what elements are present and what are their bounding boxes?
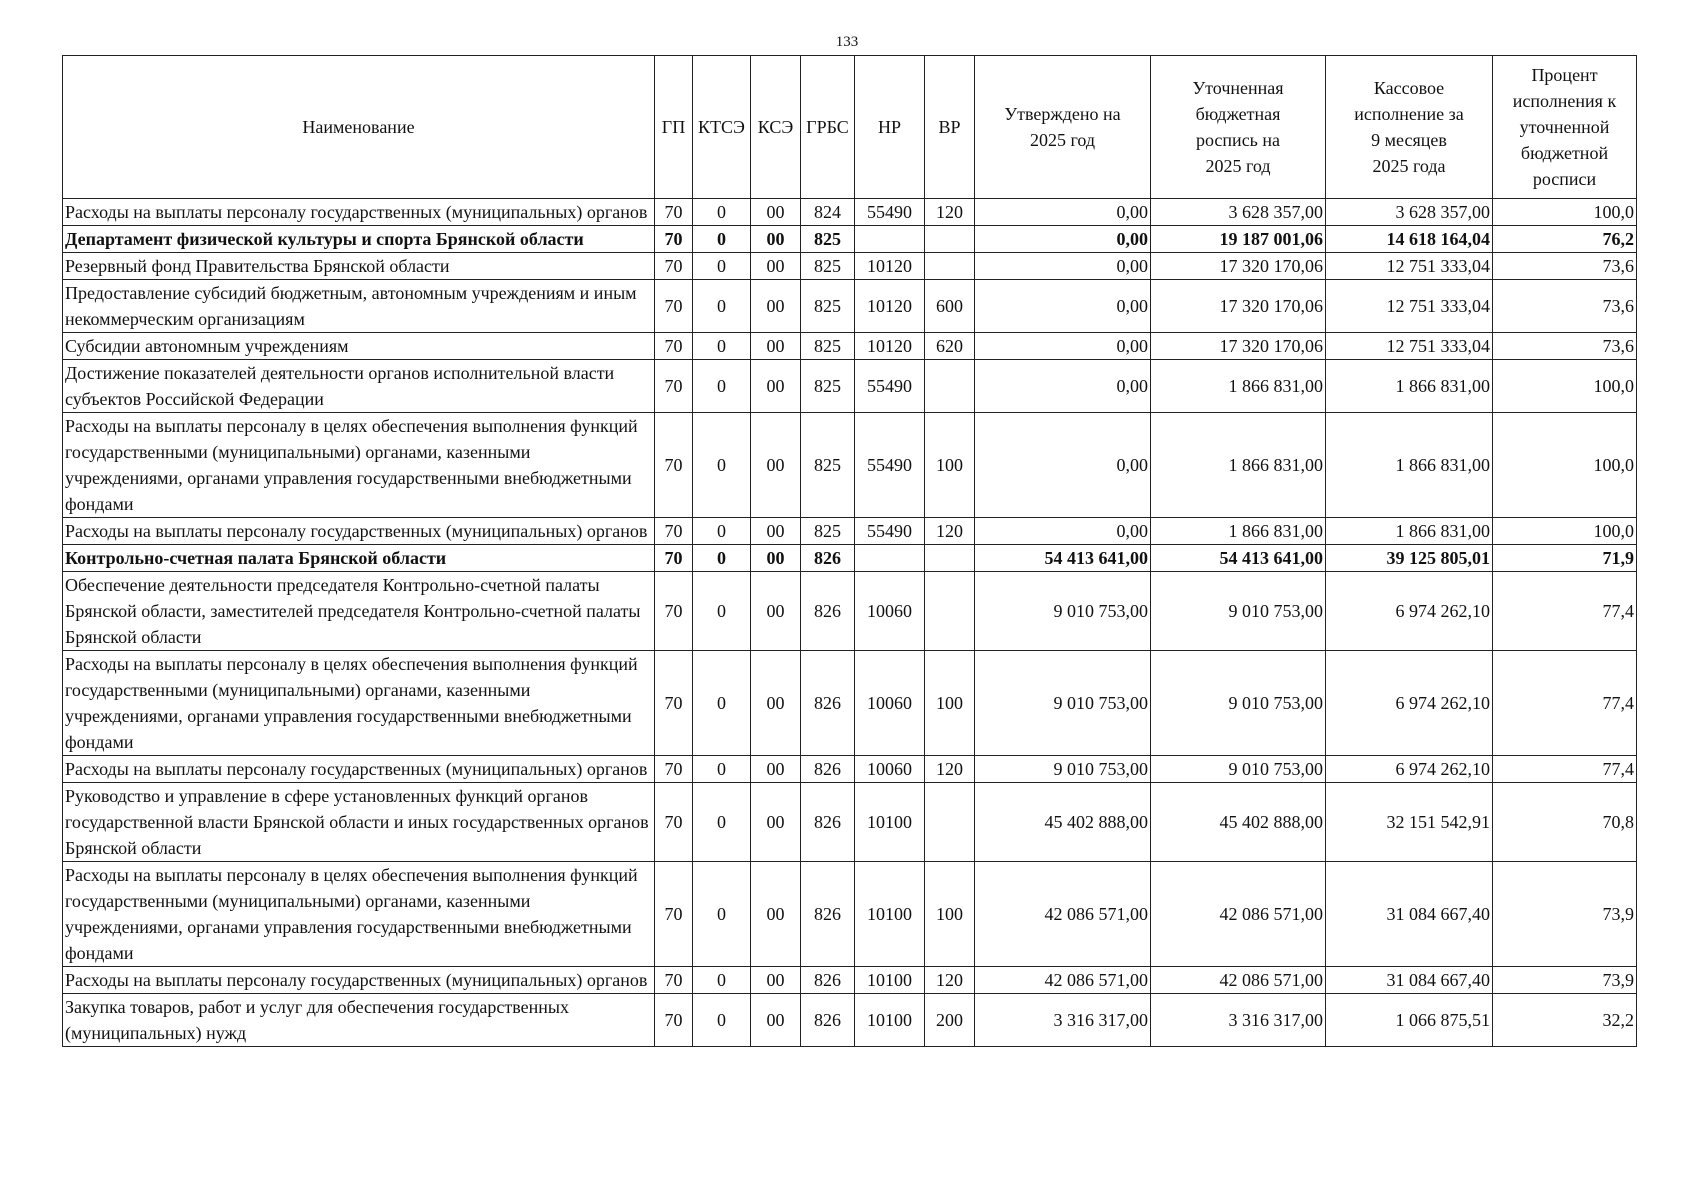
cell-nr: 10100 [855,994,925,1047]
cell-name: Расходы на выплаты персоналу в целях обеспечения выполнения функций государственными (муниципальными) органами, казенными учреждениями, органами управления государственными внебюджетными фондами [63,862,655,967]
cell-gp: 70 [655,862,693,967]
cell-ktse: 0 [693,253,751,280]
cell-grbs: 825 [801,360,855,413]
table-row [63,994,1637,1047]
cell-gp: 70 [655,333,693,360]
header-revised: Уточненная бюджетная роспись на 2025 год [1151,56,1326,199]
header-grbs: ГРБС [801,56,855,199]
table-row [63,413,1637,518]
cell-vr [925,572,975,651]
cell-vr [925,226,975,253]
cell-executed: 12 751 333,04 [1326,253,1493,280]
cell-gp: 70 [655,756,693,783]
header-kse: КСЭ [751,56,801,199]
cell-vr: 100 [925,413,975,518]
cell-vr [925,253,975,280]
cell-vr: 120 [925,756,975,783]
cell-kse: 00 [751,226,801,253]
cell-kse: 00 [751,333,801,360]
table-header-row [63,56,1637,199]
cell-percent: 100,0 [1493,518,1637,545]
cell-percent: 73,9 [1493,967,1637,994]
cell-executed: 6 974 262,10 [1326,651,1493,756]
cell-percent: 77,4 [1493,756,1637,783]
cell-name: Расходы на выплаты персоналу государственных (муниципальных) органов [63,967,655,994]
cell-kse: 00 [751,360,801,413]
cell-nr: 55490 [855,518,925,545]
table-row [63,651,1637,756]
cell-ktse: 0 [693,572,751,651]
cell-ktse: 0 [693,199,751,226]
cell-name: Обеспечение деятельности председателя Контрольно-счетной палаты Брянской области, заместителей председателя Контрольно-счетной палаты Брянской области [63,572,655,651]
cell-gp: 70 [655,360,693,413]
cell-grbs: 826 [801,651,855,756]
table-row [63,333,1637,360]
cell-approved: 0,00 [975,199,1151,226]
header-gp: ГП [655,56,693,199]
cell-revised: 42 086 571,00 [1151,967,1326,994]
cell-percent: 32,2 [1493,994,1637,1047]
cell-executed: 6 974 262,10 [1326,572,1493,651]
cell-approved: 42 086 571,00 [975,967,1151,994]
cell-percent: 71,9 [1493,545,1637,572]
table-row [63,360,1637,413]
cell-name: Расходы на выплаты персоналу государственных (муниципальных) органов [63,756,655,783]
cell-vr [925,783,975,862]
cell-percent: 100,0 [1493,199,1637,226]
cell-grbs: 826 [801,756,855,783]
cell-gp: 70 [655,413,693,518]
header-approved: Утверждено на 2025 год [975,56,1151,199]
table-row [63,572,1637,651]
cell-kse: 00 [751,862,801,967]
cell-ktse: 0 [693,413,751,518]
cell-nr [855,226,925,253]
cell-revised: 17 320 170,06 [1151,253,1326,280]
cell-percent: 76,2 [1493,226,1637,253]
cell-approved: 0,00 [975,280,1151,333]
cell-nr: 10120 [855,253,925,280]
cell-revised: 54 413 641,00 [1151,545,1326,572]
table-row [63,545,1637,572]
cell-revised: 9 010 753,00 [1151,572,1326,651]
cell-nr: 10100 [855,967,925,994]
table-row [63,967,1637,994]
header-percent: Процент исполнения к уточненной бюджетной росписи [1493,56,1637,199]
cell-percent: 70,8 [1493,783,1637,862]
cell-ktse: 0 [693,651,751,756]
cell-executed: 1 866 831,00 [1326,518,1493,545]
cell-name: Расходы на выплаты персоналу в целях обеспечения выполнения функций государственными (муниципальными) органами, казенными учреждениями, органами управления государственными внебюджетными фондами [63,413,655,518]
cell-ktse: 0 [693,545,751,572]
cell-grbs: 825 [801,280,855,333]
cell-approved: 9 010 753,00 [975,651,1151,756]
cell-vr: 200 [925,994,975,1047]
table-row [63,226,1637,253]
cell-vr: 100 [925,651,975,756]
cell-ktse: 0 [693,967,751,994]
cell-nr: 10060 [855,651,925,756]
cell-grbs: 826 [801,572,855,651]
cell-kse: 00 [751,967,801,994]
cell-name: Департамент физической культуры и спорта Брянской области [63,226,655,253]
cell-grbs: 826 [801,545,855,572]
cell-name: Расходы на выплаты персоналу государственных (муниципальных) органов [63,199,655,226]
cell-executed: 39 125 805,01 [1326,545,1493,572]
cell-gp: 70 [655,994,693,1047]
cell-approved: 0,00 [975,518,1151,545]
cell-percent: 100,0 [1493,413,1637,518]
cell-ktse: 0 [693,226,751,253]
cell-vr [925,360,975,413]
cell-grbs: 825 [801,253,855,280]
cell-nr: 10100 [855,862,925,967]
header-vr: ВР [925,56,975,199]
budget-table [62,55,1637,1047]
cell-name: Закупка товаров, работ и услуг для обеспечения государственных (муниципальных) нужд [63,994,655,1047]
header-nr: НР [855,56,925,199]
table-row [63,518,1637,545]
cell-approved: 9 010 753,00 [975,572,1151,651]
cell-executed: 31 084 667,40 [1326,862,1493,967]
cell-executed: 3 628 357,00 [1326,199,1493,226]
cell-revised: 9 010 753,00 [1151,651,1326,756]
cell-gp: 70 [655,783,693,862]
cell-executed: 12 751 333,04 [1326,280,1493,333]
cell-gp: 70 [655,199,693,226]
table-row [63,862,1637,967]
cell-percent: 73,9 [1493,862,1637,967]
cell-revised: 17 320 170,06 [1151,280,1326,333]
cell-executed: 1 866 831,00 [1326,360,1493,413]
cell-kse: 00 [751,518,801,545]
cell-nr: 10120 [855,333,925,360]
cell-nr: 10100 [855,783,925,862]
cell-grbs: 826 [801,783,855,862]
cell-vr [925,545,975,572]
cell-executed: 6 974 262,10 [1326,756,1493,783]
cell-vr: 100 [925,862,975,967]
cell-vr: 600 [925,280,975,333]
table-row [63,783,1637,862]
cell-name: Резервный фонд Правительства Брянской области [63,253,655,280]
cell-kse: 00 [751,756,801,783]
cell-nr: 10120 [855,280,925,333]
cell-grbs: 826 [801,967,855,994]
cell-grbs: 826 [801,994,855,1047]
cell-vr: 120 [925,199,975,226]
cell-approved: 0,00 [975,413,1151,518]
cell-kse: 00 [751,413,801,518]
cell-executed: 12 751 333,04 [1326,333,1493,360]
cell-kse: 00 [751,253,801,280]
page-number: 133 [835,34,859,50]
cell-percent: 73,6 [1493,253,1637,280]
cell-gp: 70 [655,280,693,333]
cell-revised: 1 866 831,00 [1151,413,1326,518]
cell-kse: 00 [751,572,801,651]
cell-gp: 70 [655,651,693,756]
cell-kse: 00 [751,199,801,226]
cell-percent: 100,0 [1493,360,1637,413]
cell-kse: 00 [751,545,801,572]
cell-vr: 120 [925,967,975,994]
cell-vr: 620 [925,333,975,360]
table-row [63,280,1637,333]
cell-ktse: 0 [693,783,751,862]
cell-percent: 77,4 [1493,572,1637,651]
cell-revised: 1 866 831,00 [1151,518,1326,545]
cell-revised: 42 086 571,00 [1151,862,1326,967]
cell-gp: 70 [655,572,693,651]
cell-name: Расходы на выплаты персоналу в целях обеспечения выполнения функций государственными (муниципальными) органами, казенными учреждениями, органами управления государственными внебюджетными фондами [63,651,655,756]
cell-gp: 70 [655,545,693,572]
cell-revised: 45 402 888,00 [1151,783,1326,862]
cell-grbs: 825 [801,333,855,360]
table-row [63,253,1637,280]
cell-gp: 70 [655,518,693,545]
cell-revised: 1 866 831,00 [1151,360,1326,413]
cell-ktse: 0 [693,333,751,360]
cell-ktse: 0 [693,756,751,783]
header-name: Наименование [63,56,655,199]
cell-name: Контрольно-счетная палата Брянской области [63,545,655,572]
cell-nr: 55490 [855,199,925,226]
cell-ktse: 0 [693,280,751,333]
cell-ktse: 0 [693,994,751,1047]
cell-ktse: 0 [693,518,751,545]
cell-revised: 19 187 001,06 [1151,226,1326,253]
cell-gp: 70 [655,226,693,253]
cell-grbs: 825 [801,226,855,253]
cell-revised: 9 010 753,00 [1151,756,1326,783]
table-row [63,199,1637,226]
cell-name: Достижение показателей деятельности органов исполнительной власти субъектов Российской Федерации [63,360,655,413]
cell-kse: 00 [751,994,801,1047]
cell-percent: 73,6 [1493,333,1637,360]
cell-executed: 31 084 667,40 [1326,967,1493,994]
cell-nr [855,545,925,572]
cell-approved: 0,00 [975,360,1151,413]
cell-executed: 1 066 875,51 [1326,994,1493,1047]
cell-approved: 0,00 [975,333,1151,360]
cell-grbs: 824 [801,199,855,226]
cell-approved: 54 413 641,00 [975,545,1151,572]
cell-nr: 55490 [855,413,925,518]
cell-ktse: 0 [693,862,751,967]
cell-name: Расходы на выплаты персоналу государственных (муниципальных) органов [63,518,655,545]
cell-name: Субсидии автономным учреждениям [63,333,655,360]
cell-name: Руководство и управление в сфере установленных функций органов государственной власти Брянской области и иных государственных органов Брянской области [63,783,655,862]
cell-approved: 0,00 [975,226,1151,253]
cell-gp: 70 [655,967,693,994]
cell-approved: 9 010 753,00 [975,756,1151,783]
cell-kse: 00 [751,651,801,756]
cell-nr: 55490 [855,360,925,413]
cell-approved: 42 086 571,00 [975,862,1151,967]
cell-percent: 73,6 [1493,280,1637,333]
cell-revised: 3 628 357,00 [1151,199,1326,226]
header-executed: Кассовое исполнение за 9 месяцев 2025 года [1326,56,1493,199]
cell-revised: 17 320 170,06 [1151,333,1326,360]
cell-approved: 3 316 317,00 [975,994,1151,1047]
cell-executed: 1 866 831,00 [1326,413,1493,518]
cell-executed: 32 151 542,91 [1326,783,1493,862]
table-body [63,199,1637,1047]
header-ktse: КТСЭ [693,56,751,199]
cell-grbs: 826 [801,862,855,967]
table-row [63,756,1637,783]
cell-revised: 3 316 317,00 [1151,994,1326,1047]
cell-nr: 10060 [855,756,925,783]
cell-vr: 120 [925,518,975,545]
cell-percent: 77,4 [1493,651,1637,756]
cell-grbs: 825 [801,413,855,518]
cell-kse: 00 [751,783,801,862]
cell-approved: 45 402 888,00 [975,783,1151,862]
cell-grbs: 825 [801,518,855,545]
cell-nr: 10060 [855,572,925,651]
cell-executed: 14 618 164,04 [1326,226,1493,253]
cell-ktse: 0 [693,360,751,413]
cell-approved: 0,00 [975,253,1151,280]
cell-gp: 70 [655,253,693,280]
cell-name: Предоставление субсидий бюджетным, автономным учреждениям и иным некоммерческим организациям [63,280,655,333]
cell-kse: 00 [751,280,801,333]
